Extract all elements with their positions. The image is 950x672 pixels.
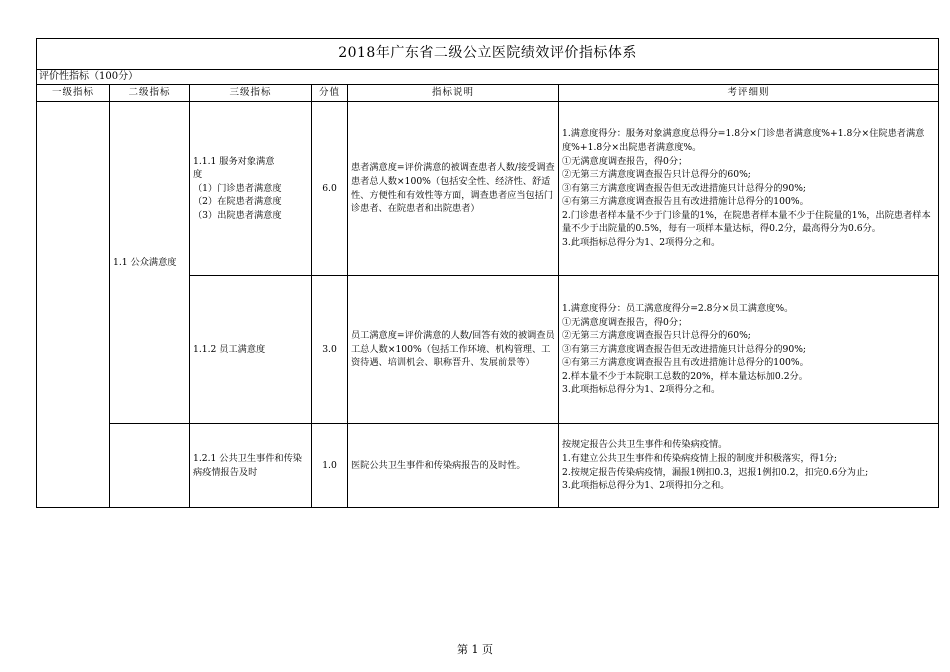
header-level1: 一级指标: [37, 85, 110, 102]
header-details: 考评细则: [559, 85, 939, 102]
details-cell: 1.满意度得分：服务对象满意度总得分=1.8分×门诊患者满意度%+1.8分×住院患者满意度%+1.8分×出院患者满意度%。 ①无满意度调查报告，得0分； ②无第三方满意度调查报告只计总得分的60%; ③有第三方满意度调查报告但无改进措施只计总得分的90%; ④有第三方满意度调查报告且有改进措施计总得分的100%。 2.门诊患者样本量不少于门诊量的1%，在院患者样本量不少于住院量的1%，出院患者样本量不少于出院量的0.5%，每有一项样本量达标，得0.2分，最高得分为0.6分。 3.此项指标总得分为1、2项得分之和。: [559, 102, 939, 276]
description-cell: 医院公共卫生事件和传染病报告的及时性。: [348, 424, 559, 508]
score-cell: 3.0: [312, 276, 348, 424]
header-level2: 二级指标: [110, 85, 190, 102]
level3-cell: 1.1.2 员工满意度: [190, 276, 312, 424]
header-score: 分值: [312, 85, 348, 102]
header-description: 指标说明: [348, 85, 559, 102]
level1-cell: [37, 102, 110, 508]
level2-cell: 1.1 公众满意度: [110, 102, 190, 424]
table-row: [37, 102, 939, 276]
section-label: 评价性指标（100分）: [37, 70, 939, 85]
table-row: [37, 424, 939, 508]
level3-cell: 1.1.1 服务对象满意 度 （1）门诊患者满意度 （2）在院患者满意度 （3）出院患者满意度: [190, 102, 312, 276]
score-cell: 6.0: [312, 102, 348, 276]
spreadsheet-page: [36, 38, 938, 508]
score-cell: 1.0: [312, 424, 348, 508]
page-title: 2018年广东省二级公立医院绩效评价指标体系: [37, 39, 939, 70]
page-number: 第 1 页: [457, 643, 493, 656]
description-cell: 患者满意度=评价满意的被调查患者人数/接受调查患者总人数×100%（包括安全性、经济性、舒适性、方便性和有效性等方面，调查患者应当包括门诊患者、在院患者和出院患者）: [348, 102, 559, 276]
level3-cell: 1.2.1 公共卫生事件和传染病疫情报告及时: [190, 424, 312, 508]
level2-cell: [110, 424, 190, 508]
header-level3: 三级指标: [190, 85, 312, 102]
details-cell: 1.满意度得分：员工满意度得分=2.8分×员工满意度%。 ①无满意度调查报告，得0分； ②无第三方满意度调查报告只计总得分的60%; ③有第三方满意度调查报告但无改进措施只计总得分的90%; ④有第三方满意度调查报告且有改进措施计总得分的100%。 2.样本量不少于本院职工总数的20%，样本量达标加0.2分。 3.此项指标总得分为1、2项得分之和。: [559, 276, 939, 424]
indicator-table: [36, 38, 939, 508]
table-header-row: [37, 85, 939, 102]
details-cell: 按规定报告公共卫生事件和传染病疫情。 1.有建立公共卫生事件和传染病疫情上报的制度并积极落实，得1分; 2.按规定报告传染病疫情，漏报1例扣0.3，迟报1例扣0.2，扣完0.6分为止; 3.此项指标总得分为1、2项得扣分之和。: [559, 424, 939, 508]
description-cell: 员工满意度=评价满意的人数/回答有效的被调查员工总人数×100%（包括工作环境、机构管理、工资待遇、培训机会、职称晋升、发展前景等）: [348, 276, 559, 424]
